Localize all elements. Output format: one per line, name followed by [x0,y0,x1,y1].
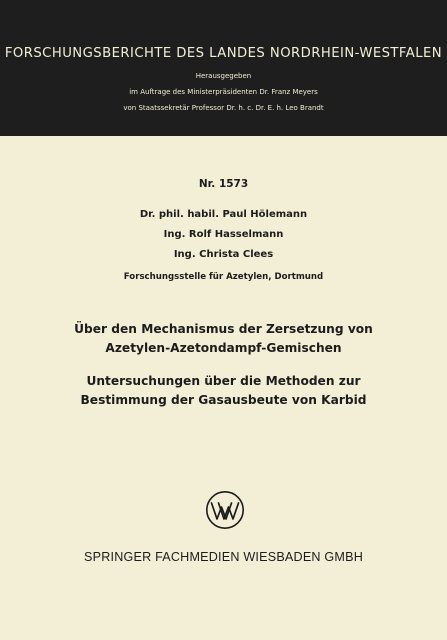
title-2-line-2: Bestimmung der Gasausbeute von Karbid [80,393,367,407]
title-1-line-1: Über den Mechanismus der Zersetzung von [74,322,373,336]
report-number: Nr. 1573 [198,178,249,190]
header-band [0,0,447,136]
series-title: FORSCHUNGSBERICHTE DES LANDES NORDRHEIN-WESTFALEN [4,46,443,61]
editor-line-2: im Auftrage des Ministerpräsidenten Dr. Franz Meyers [129,88,318,96]
author-3: Ing. Christa Clees [173,249,274,260]
title-2-line-1: Untersuchungen über die Methoden zur [86,374,361,388]
author-2: Ing. Rolf Hasselmann [163,229,284,240]
publisher: SPRINGER FACHMEDIEN WIESBADEN GMBH [84,550,363,564]
institute: Forschungsstelle für Azetylen, Dortmund [123,272,324,282]
editor-line-1: Herausgegeben [195,72,252,80]
author-1: Dr. phil. habil. Paul Hölemann [139,209,308,220]
springer-vs-monogram-icon [205,490,245,530]
editor-line-3: von Staatssekretär Professor Dr. h. c. Dr. E. h. Leo Brandt [123,104,324,112]
title-1-line-2: Azetylen-Azetondampf-Gemischen [105,341,342,355]
